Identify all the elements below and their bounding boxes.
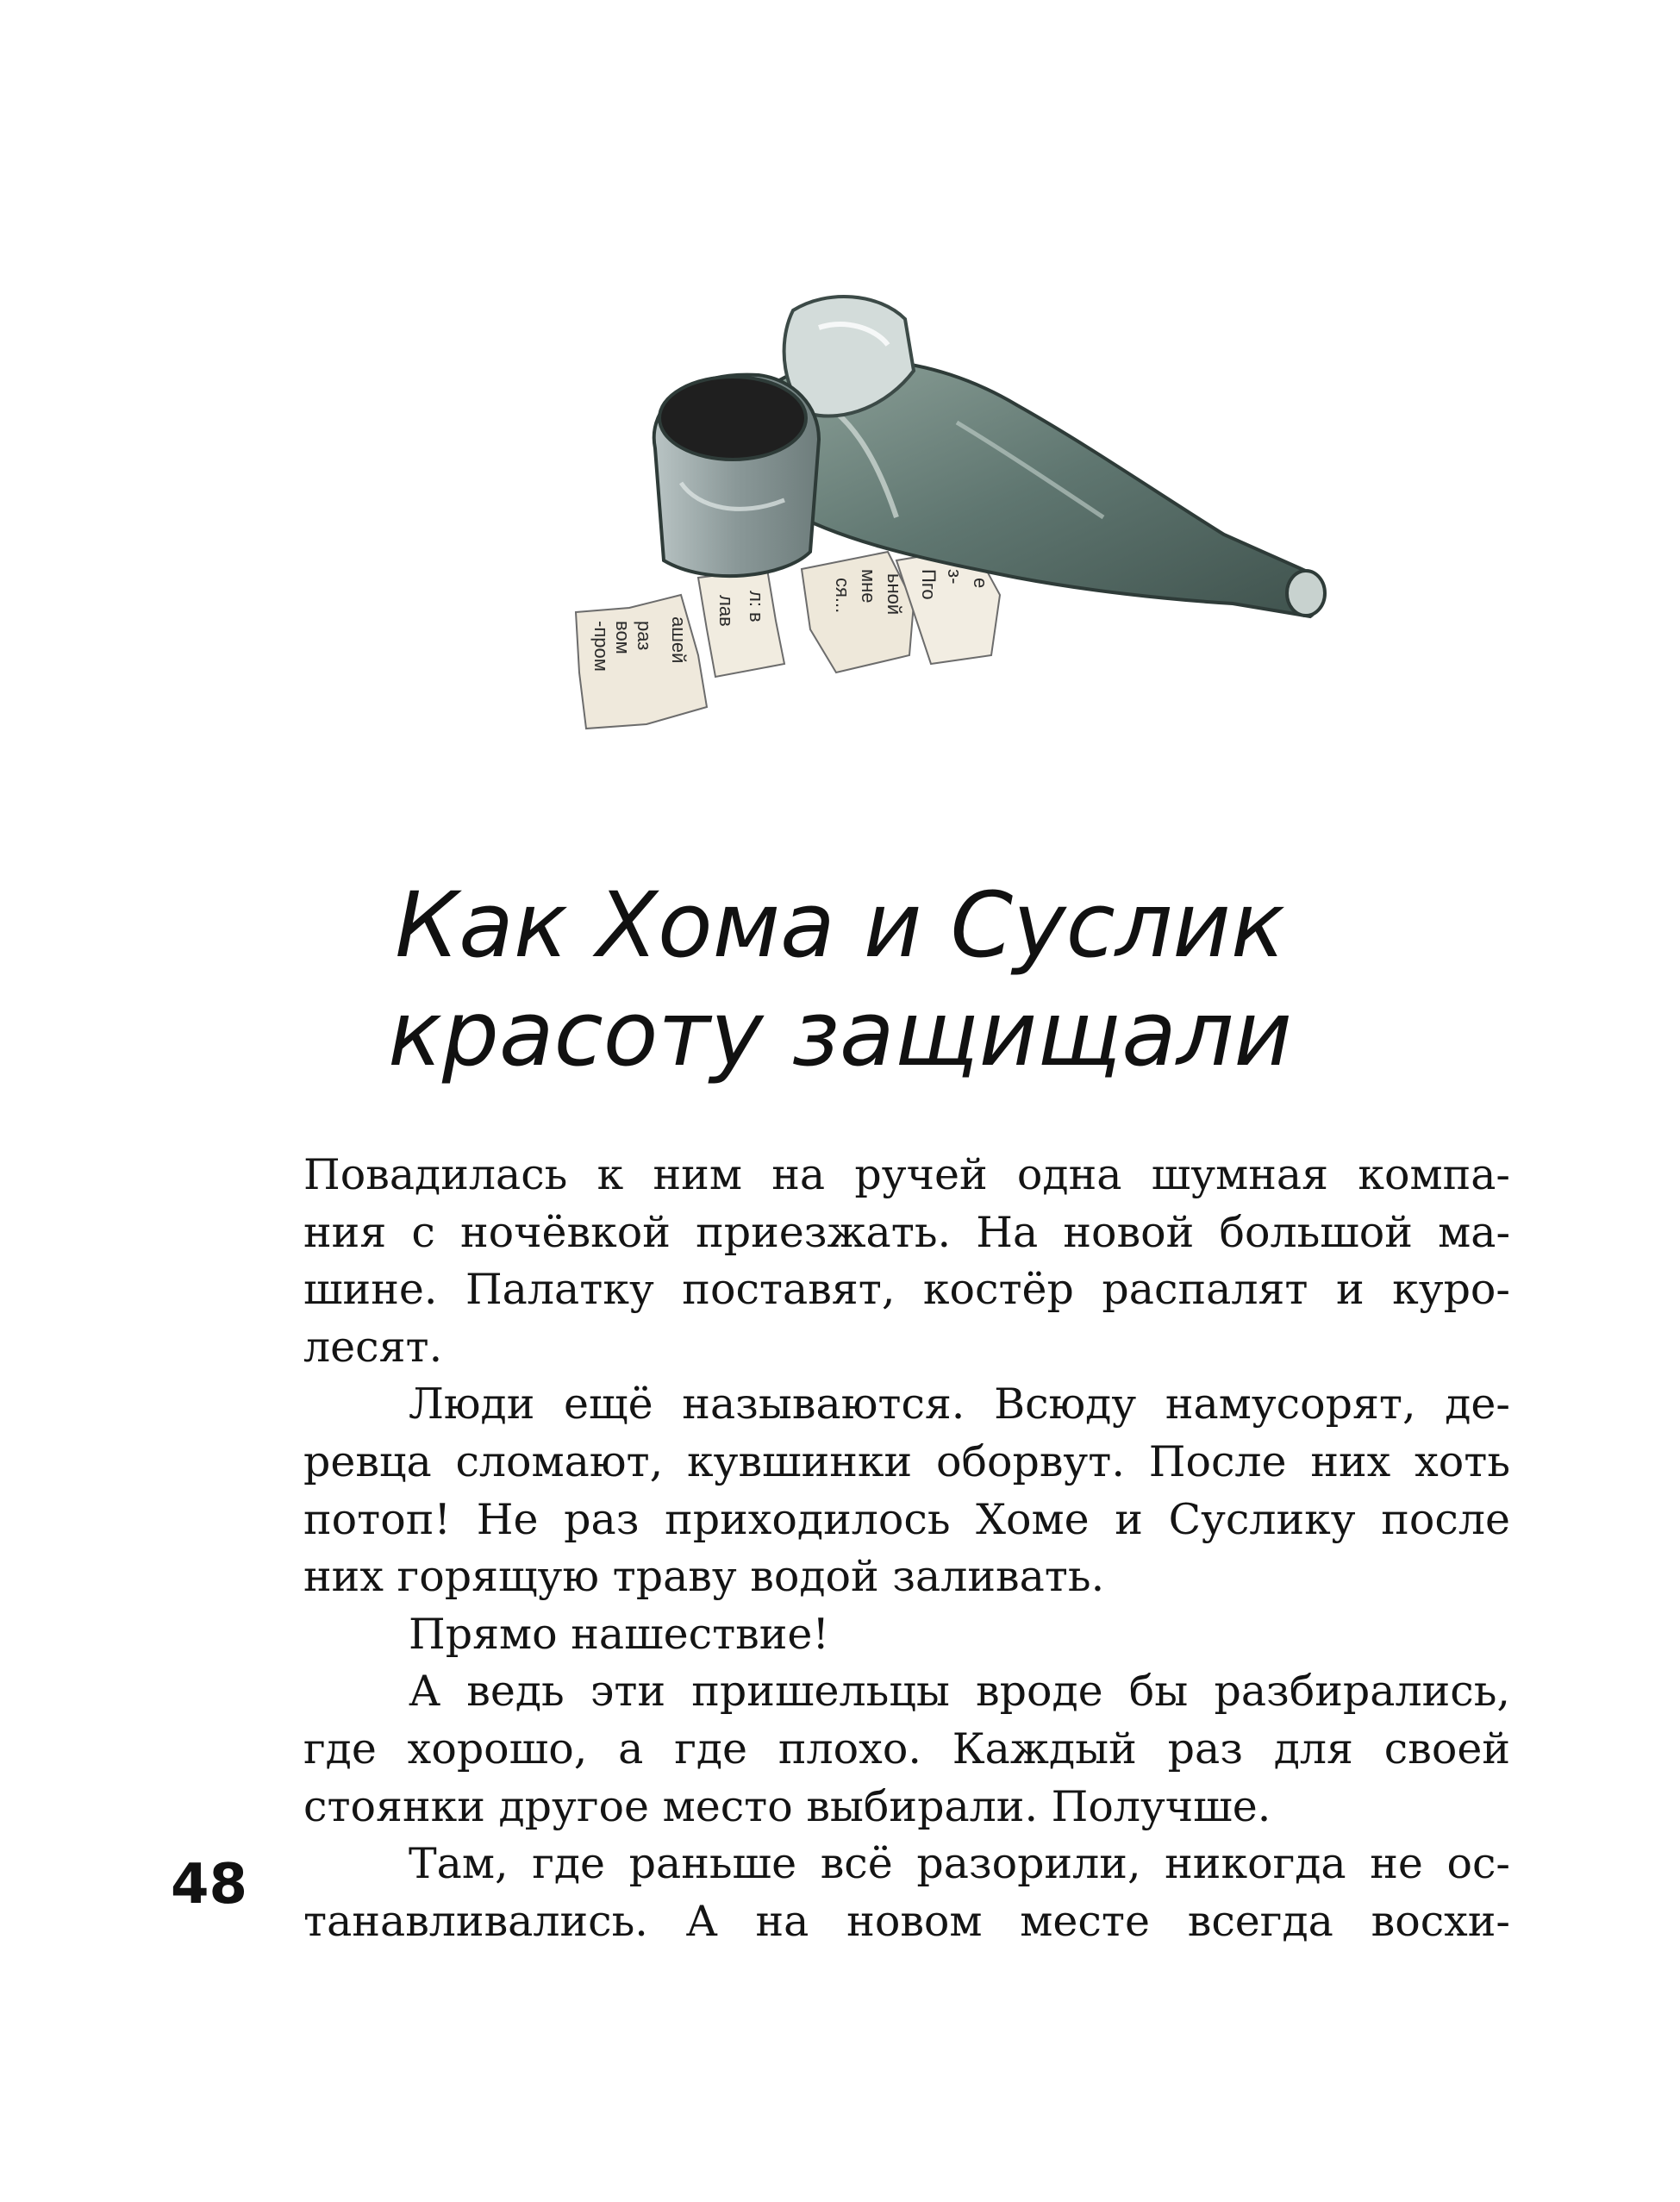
scrap-word: Пго [918,569,940,600]
text-line: шине. Палатку поставят, костёр распалят и куро- [303,1265,1510,1315]
text-line: А ведь эти пришельцы вроде бы разбирались, [409,1667,1510,1717]
scrap-word: раз [634,621,655,651]
text-line: лесят. [303,1322,443,1372]
scrap-word: е [970,578,991,589]
text-line: потоп! Не раз приходилось Хоме и Суслику после [303,1494,1510,1544]
scrap-word: -пром [590,621,612,672]
text-line: стоянки другое место выбирали. Получше. [303,1781,1271,1831]
scrap-word: ашей [668,616,690,664]
text-line: них горящую траву водой заливать. [303,1552,1105,1602]
text-line: ревца сломают, кувшинки оборвут. После них хоть [303,1436,1510,1486]
text-line: Люди ещё называются. Всюду намусорят, де- [409,1379,1510,1429]
scrap-word: лав [715,595,737,627]
text-line: Там, где раньше всё разорили, никогда не ос- [409,1839,1510,1889]
scrap-word: л: в [746,591,767,622]
text-line: танавливались. А на новом месте всегда восхи- [303,1896,1510,1946]
scrap-word: мне [858,569,879,604]
chapter-title [0,871,1680,1088]
text-line: где хорошо, а где плохо. Каждый раз для своей [303,1723,1510,1773]
scrap-word: вом [612,621,634,654]
text-line: ния с ночёвкой приезжать. На новой большой ма- [303,1207,1510,1257]
text-line: Прямо нашествие! [409,1609,830,1659]
chapter-title-line: красоту защищали [388,981,1292,1086]
scrap-word: з- [944,569,965,585]
newspaper-scraps [576,547,1000,729]
jar [654,375,819,577]
scrap-word: ся... [832,578,853,614]
chapter-title-line: Как Хома и Суслик [395,873,1285,978]
text-line: Повадилась к ним на ручей одна шумная компа- [303,1150,1510,1199]
story-text [303,1147,1510,1950]
scrap-word: ьной [884,573,905,616]
page-number: 48 [171,1853,248,1917]
broken-bottle-illustration [569,293,1345,750]
